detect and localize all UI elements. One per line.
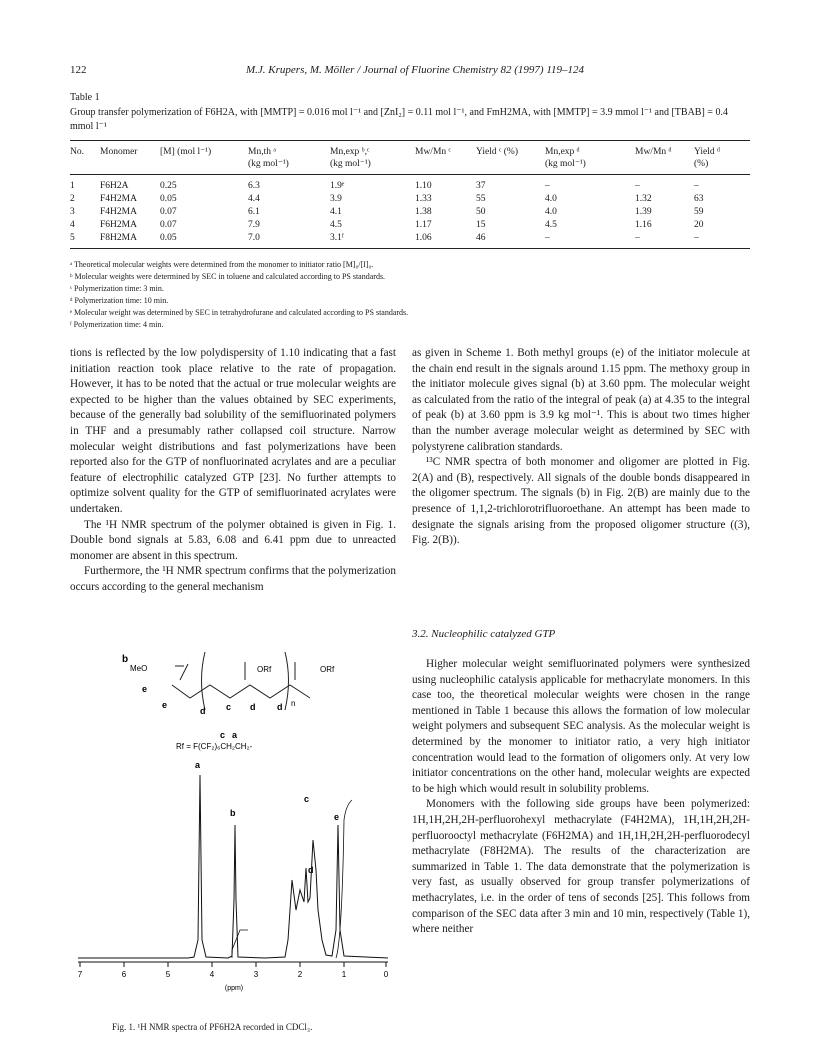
paragraph: Monomers with the following side groups have been polymerized: 1H,1H,2H,2H-perfluorohexyl methacrylate (F4H2MA), 1H,1H,2H,2H-perfluorooctyl methacrylate (F6H2MA) and 1H,1H,2H,2H-perfluorodecyl methacrylate (F8H2MA). The results of the characterization are summarized in Table 1. The data demonstrate that the polymerization is very fast, as usually observed for group transfer polymerizations of methacrylates, i.e. in the order of tens of seconds [25]. This follows from comparison of the SEC data after 3 min and 10 min, respectively (Table 1), where neither <box>412 798 750 936</box>
label-b: b <box>122 654 129 665</box>
right-column-bottom <box>412 657 750 938</box>
table-cell-mwmn: 1.06 <box>415 233 432 243</box>
table-cell-monomer: F8H2MA <box>100 233 137 243</box>
table-cell-mnexp2: 4.0 <box>545 194 557 204</box>
label-e: e <box>162 700 168 710</box>
footnote: ᵇ Molecular weights were determined by SEC in toluene and calculated according to PS standards. <box>70 272 386 281</box>
label-e: e <box>142 684 148 694</box>
tick-label: 4 <box>209 970 215 979</box>
table-cell-conc: 0.05 <box>160 233 177 243</box>
col-mnexp2: Mn,exp ᵈ <box>545 147 580 157</box>
label-d: d <box>200 706 206 716</box>
x-axis-ticks <box>80 962 386 967</box>
integral-curve <box>232 800 352 958</box>
table-cell-yield2: – <box>694 233 699 243</box>
tick-label: 2 <box>297 970 303 979</box>
table-cell-no: 5 <box>70 233 75 243</box>
label-d: d <box>250 702 256 712</box>
col-monomer: Monomer <box>100 147 138 157</box>
table-cell-yield: 55 <box>476 194 486 204</box>
col-mnexp2-unit: (kg mol⁻¹) <box>545 159 586 169</box>
footnote: ᶜ Polymerization time: 3 min. <box>70 284 164 293</box>
table-cell-mnexp2: – <box>545 233 550 243</box>
table-cell-mnexp: 4.5 <box>330 220 342 230</box>
table-cell-mnth: 6.3 <box>248 181 260 191</box>
nmr-figure <box>70 640 400 1020</box>
table-cell-no: 3 <box>70 207 75 217</box>
table-cell-yield: 50 <box>476 207 486 217</box>
table-cell-mnth: 6.1 <box>248 207 260 217</box>
table-cell-yield2: 20 <box>694 220 704 230</box>
table-cell-mnth: 7.9 <box>248 220 260 230</box>
x-tick-labels <box>78 970 389 979</box>
table-cell-mnth: 7.0 <box>248 233 260 243</box>
table-cell-no: 2 <box>70 194 75 204</box>
table-top-rule <box>70 140 750 141</box>
table-cell-yield2: – <box>694 181 699 191</box>
col-mnth-unit: (kg mol⁻¹) <box>248 159 289 169</box>
running-header: M.J. Krupers, M. Möller / Journal of Fluorine Chemistry 82 (1997) 119–124 <box>246 64 585 76</box>
left-column <box>70 346 396 596</box>
col-yield2: Yield ᵈ <box>694 147 720 157</box>
table-cell-mnexp: 1.9ᵉ <box>330 181 345 191</box>
col-conc: [M] (mol l⁻¹) <box>160 147 212 157</box>
label-orf: ORf <box>320 665 335 674</box>
col-mnexp: Mn,exp ᵇ,ᶜ <box>330 147 370 157</box>
table-cell-mnexp: 4.1 <box>330 207 342 217</box>
section-heading: 3.2. Nucleophilic catalyzed GTP <box>412 628 556 640</box>
rf-definition: Rf = F(CF₂)₆CH₂CH₂- <box>176 742 253 751</box>
peak-label-c: c <box>304 794 310 804</box>
table-cell-mwmn: 1.17 <box>415 220 432 230</box>
x-axis-unit: (ppm) <box>224 985 244 992</box>
table-cell-yield: 15 <box>476 220 486 230</box>
label-c: c <box>226 702 232 712</box>
table-cell-mwmn2: 1.16 <box>635 220 652 230</box>
col-mwmn: Mw/Mn ᶜ <box>415 147 451 157</box>
table-cell-mwmn: 1.33 <box>415 194 432 204</box>
table-cell-mnexp: 3.9 <box>330 194 342 204</box>
table-cell-mnexp2: 4.0 <box>545 207 557 217</box>
peak-label-e: e <box>334 812 340 822</box>
table-label: Table 1 <box>70 92 100 103</box>
table-cell-mwmn2: 1.32 <box>635 194 652 204</box>
label-c: c <box>220 730 226 740</box>
table-cell-mnexp2: 4.5 <box>545 220 557 230</box>
table-cell-monomer: F6H2A <box>100 181 129 191</box>
col-yield2-unit: (%) <box>694 159 709 169</box>
label-meo: MeO <box>130 664 148 673</box>
tick-label: 3 <box>253 970 259 979</box>
tick-label: 5 <box>165 970 171 979</box>
table-cell-mwmn2: 1.39 <box>635 207 652 217</box>
table-cell-conc: 0.05 <box>160 194 177 204</box>
col-mwmn2: Mw/Mn ᵈ <box>635 147 672 157</box>
table-cell-mwmn: 1.10 <box>415 181 432 191</box>
table-cell-mwmn: 1.38 <box>415 207 432 217</box>
table-cell-yield2: 63 <box>694 194 704 204</box>
tick-label: 6 <box>121 970 127 979</box>
tick-label: 7 <box>77 970 83 979</box>
col-no: No. <box>70 147 84 157</box>
footnote: ᶠ Polymerization time: 4 min. <box>70 320 164 329</box>
table-cell-yield: 37 <box>476 181 486 191</box>
tick-label: 0 <box>383 970 389 979</box>
footnote: ᵈ Polymerization time: 10 min. <box>70 296 169 305</box>
table-cell-no: 4 <box>70 220 75 230</box>
table-caption: Group transfer polymerization of F6H2A, with [MMTP] = 0.016 mol l⁻¹ and [ZnI₂] = 0.11 mol l⁻¹, and FmH2MA, with [MMTP] = 3.9 mmol l⁻¹ and [TBAB] = 0.4 mmol l⁻¹ <box>70 107 728 132</box>
table-bottom-rule <box>70 248 750 249</box>
label-n: n <box>291 699 296 708</box>
paragraph: Higher molecular weight semifluorinated polymers were synthesized using nucleophilic catalysis applicable for methacrylate monomers. In this case too, the theoretical molecular weights were chosen in the range mentioned in Table 1 because this allows the formation of low molecular weight polymers and subsequent SEC analysis. As the molecular weight is determined by the monomer to initiator ratio, a very high initiator concentration would lead to the formation of oligomers only. At very low initiator concentrations on the other hand, molecular weights are expected to be high which would result in solubility problems. <box>412 658 750 795</box>
table-cell-conc: 0.07 <box>160 220 177 230</box>
page-number: 122 <box>70 64 87 76</box>
paragraph: The ¹H NMR spectrum of the polymer obtained is given in Fig. 1. Double bond signals at 5.83, 6.08 and 6.41 ppm due to unreacted monomer are absent in this spectrum. <box>70 518 396 562</box>
table-cell-yield2: 59 <box>694 207 704 217</box>
table-cell-conc: 0.07 <box>160 207 177 217</box>
label-d: d <box>277 702 283 712</box>
table-cell-mwmn2: – <box>635 233 640 243</box>
col-yield: Yield ᶜ (%) <box>476 147 519 157</box>
label-orf: ORf <box>257 665 272 674</box>
peak-label-d: d <box>308 865 314 875</box>
table-mid-rule <box>70 174 750 175</box>
table-cell-mwmn2: – <box>635 181 640 191</box>
table-cell-monomer: F6H2MA <box>100 220 137 230</box>
table-cell-conc: 0.25 <box>160 181 177 191</box>
col-mnexp-unit: (kg mol⁻¹) <box>330 159 371 169</box>
table-cell-no: 1 <box>70 181 75 191</box>
paragraph: tions is reflected by the low polydispersity of 1.10 indicating that a fast initiation reaction took place relative to the rate of propagation. However, it has to be noted that the actual or true molecular weights are expected to be higher than the values obtained by SEC experiments, because of the generally bad solubility of the semifluorinated polymers in THF and a presumably rather collapsed coil structure. Narrow molecular weight distributions and fast polymerizations have been reported also for the GTP of nonfluorinated acrylates and are a peculiar feature of electrophilic catalyzed GTP [23]. No further attempts to optimize solvent quality for the GTP of semifluorinated acrylates were undertaken. <box>70 347 396 515</box>
paragraph: ¹³C NMR spectra of both monomer and oligomer are plotted in Fig. 2(A) and (B), respectively. All signals of the double bonds disappeared in the oligomer spectrum. The signals (b) in Fig. 2(B) are mainly due to the presence of 1,1,2-trichlorotrifluoroethane. An attempt has been made to designate the signals arising from the proposed oligomer structure ((3), Fig. 2(B)). <box>412 456 750 547</box>
footnote: ᵃ Theoretical molecular weights were determined from the monomer to initiator ratio [M]₀/[I]₀. <box>70 260 374 269</box>
col-mnth: Mn,th ᵃ <box>248 147 276 157</box>
table-cell-monomer: F4H2MA <box>100 194 137 204</box>
table-cell-mnexp2: – <box>545 181 550 191</box>
paragraph: Furthermore, the ¹H NMR spectrum confirms that the polymerization occurs according to the general mechanism <box>70 565 396 593</box>
right-column-top <box>412 346 750 549</box>
paragraph: as given in Scheme 1. Both methyl groups (e) of the initiator molecule at the chain end result in the signals around 1.15 ppm. The methoxy group in the initiator molecule gives signal (b) at 3.60 ppm. The molecular weight as calculated from the ratio of the integral of peak (a) at 4.35 to the integral of peak (b) at 3.60 ppm is 3.9 kg mol⁻¹. This is about two times higher than the number average molecular weight as determined by SEC with polystyrene calibration standards. <box>412 347 750 453</box>
table-cell-mnth: 4.4 <box>248 194 260 204</box>
label-a: a <box>232 730 238 740</box>
chemical-structure <box>172 652 310 710</box>
tick-label: 1 <box>341 970 347 979</box>
table-cell-yield: 46 <box>476 233 486 243</box>
nmr-spectrum-trace <box>78 775 388 958</box>
peak-label-a: a <box>195 760 201 770</box>
table-cell-monomer: F4H2MA <box>100 207 137 217</box>
table-cell-mnexp: 3.1ᶠ <box>330 233 344 243</box>
footnote: ᵉ Molecular weight was determined by SEC in tetrahydrofurane and calculated according to PS standards. <box>70 308 409 317</box>
peak-label-b: b <box>230 808 236 818</box>
figure-caption: Fig. 1. ¹H NMR spectra of PF6H2A recorded in CDCl₃. <box>112 1022 313 1032</box>
